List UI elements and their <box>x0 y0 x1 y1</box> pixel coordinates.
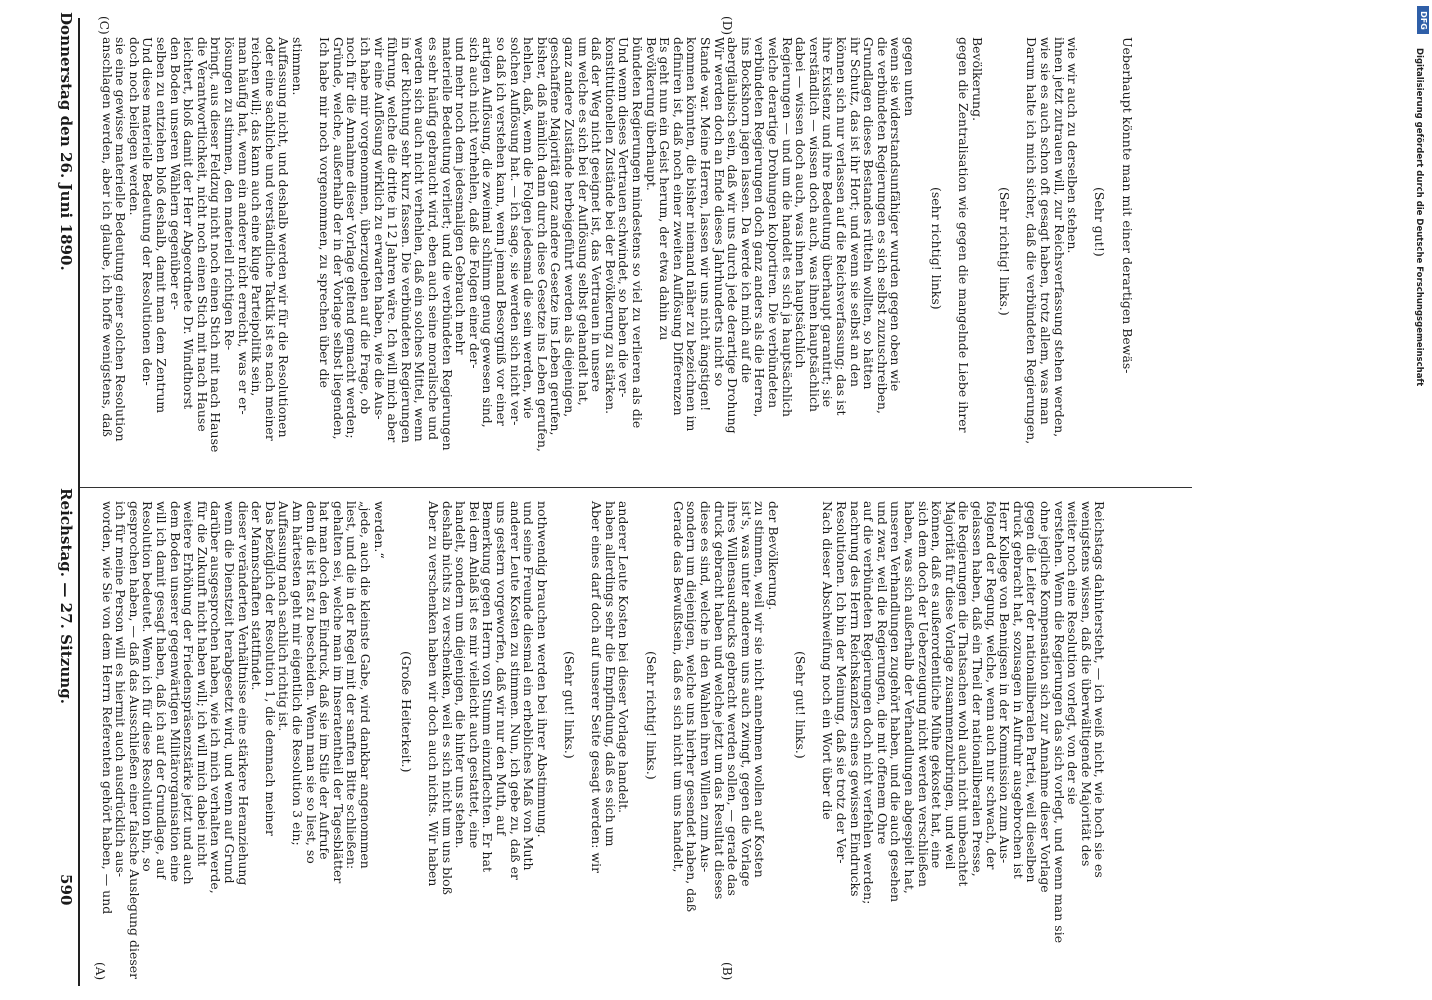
header-right-title: Donnerstag den 26. Juni 1890. <box>57 12 75 271</box>
text-line: ihres Willensausdrucks gebracht werden sollen, — gerade das <box>725 501 741 896</box>
text-line: sich dem doch der Ueberzeugung nicht werden verschließen <box>915 501 931 888</box>
text-line: (Große Heiterkeit.) <box>398 651 414 773</box>
text-line: ich für meine Person will es hiermit auch ausdrücklich aus- <box>113 501 129 878</box>
text-line: wenigstens wissen, daß die überwältigende Majorität des <box>1078 501 1094 867</box>
text-line: folgend der Regung, welche, wenn auch nur schwach, der <box>983 501 999 870</box>
text-line: verbündeten Regierungen doch ganz anders als die Herren, <box>752 37 768 418</box>
text-line: gegen die Leiter der nationalliberalen Partei, weil dieselben <box>1024 501 1040 883</box>
text-line: wir eine Auflösung wirklich zu erwarten haben, wie die Aus- <box>371 37 387 420</box>
text-line: dieser veränderten Verhältnisse eine stärkere Heranziehung <box>235 501 251 886</box>
text-line: deshalb nichts zu verschenken, weil es sich nicht um uns bloß <box>439 501 455 895</box>
text-line: können sich nur verlassen auf die Reichsverfassung; das ist <box>834 37 849 416</box>
text-line: Das bezüglich der Resolution 1, die demnach meiner <box>262 501 278 836</box>
text-line: oder eine sachliche und verständliche Taktik ist es nach meiner <box>262 37 278 441</box>
text-line: anderer Leute Kosten zu stimmen. Nun, ich gebe zu, daß er <box>507 501 523 880</box>
text-line: Bei dem Anlaß ist es mir vielleicht auch gestattet, eine <box>466 501 482 849</box>
text-line: anschlagen werden, aber ich glaube, ich hoffe wenigstens, daß <box>99 37 115 437</box>
text-line: Ueberhaupt könnte man mit einer derartigen Bewäs- <box>1119 37 1135 374</box>
page-number: 590 <box>57 874 75 906</box>
text-line: gegen unten <box>902 37 917 117</box>
text-line: haben, was sich außerhalb der Verhandlungen abgespielt hat, <box>902 501 917 894</box>
text-line: (Sehr gut! links.) <box>793 651 809 759</box>
text-line: Am härtesten geht mir eigentlich die Resolution 3 ein; <box>290 501 305 846</box>
text-line: weiter noch eine Resolution vorlegt, von der sie <box>1065 501 1081 805</box>
text-line: ihre Existenz und ihre Bedeutung überhaupt garantirt; sie <box>820 37 836 408</box>
text-line: materielle Bedeutung verliert; und die verbündeten Regierungen <box>439 37 455 451</box>
text-line: und mehr noch dem jedesmaligen Gebrauch mehr <box>453 37 469 355</box>
text-line: nachrung des Herrn Reichskanzlers eines gewissen Eindrucks <box>847 501 863 897</box>
text-line: bisher, daß nämlich dann durch diese Gesetze ins Leben gerufen, <box>534 37 550 453</box>
text-line: selben zu entziehen bloß deshalb, damit man dem Zentrum <box>154 37 169 414</box>
text-line: gegen die Zentralisation wie gegen die mangelnde Liebe ihrer <box>956 37 972 433</box>
text-line: die verbündeten Regierungen es sich selbst zuzuschreiben, <box>874 37 890 414</box>
text-line: kommen könnten, die bisher niemand näher zu bezeichnen im <box>684 37 700 432</box>
text-line: ihr Schutz, das ist ihr Hort; und wenn sie selbst an den <box>847 37 863 387</box>
text-line: ist's, was unter anderem uns auch zwingt, gegen die Vorlage <box>738 501 754 887</box>
text-line: Wir werden doch an Ende dieses Jahrhunderts nicht so <box>711 37 727 387</box>
text-line: hat man doch den Eindruck, daß sie im Stile der Aufrufe <box>317 501 333 860</box>
text-line: dem Boden unserer gegenwärtigen Militärorganisation eine <box>167 501 183 883</box>
text-line: liest, und die in der Regel mit der sanften Bitte schließen: <box>344 501 360 870</box>
text-line: solchen Auflösung hat. — ich sage, sie werden sich nicht ver- <box>507 37 523 426</box>
dfg-logo: DFG <box>1417 6 1429 34</box>
text-line: auf die verbündeten Regierungen doch nicht verfehlen werden; <box>861 501 877 905</box>
text-line: ohne jegliche Kompensation sich zur Annahme dieser Vorlage <box>1038 501 1053 893</box>
text-line: Reichstags dahintersteht, — ich weiß nicht, wie hoch sie es <box>1092 501 1108 878</box>
text-line: sie eine gewisse materielle Bedeutung einer solchen Resolution <box>113 37 129 442</box>
text-line: in der Richtung sehr kurz fassen. Die verbündeten Regierungen <box>398 37 414 444</box>
text-line: abergläubisch sein, daß wir uns durch jede derartige Drohung <box>725 37 741 434</box>
text-line: Und wenn dieses Vertrauen schwindet, so haben die ver- <box>616 37 632 398</box>
text-line: Bemerkung gegen Herrn von Stumm einzuflechten. Er hat <box>480 501 496 873</box>
text-line: noch für die Annahme dieser Vorlage geltend gemacht werden; <box>344 37 360 439</box>
text-line: uns gestern vorgeworfen, daß wir nur den Muth, auf <box>494 501 509 836</box>
text-line: weitere Erhöhung der Friedenspräsenzstärke jetzt und auch <box>181 501 197 885</box>
text-line: artigen Auflösung, die zweimal schlimm genug gewesen sind, <box>480 37 496 428</box>
text-line: (sehr richtig! links) <box>929 187 945 310</box>
text-line: Aber eines darf doch auf unserer Seite gesagt werden: wir <box>589 501 605 874</box>
text-line: Es geht nun ein Geist herum, der etwa dahin zu <box>657 37 673 341</box>
text-line: leichtert, bloß damit der Herr Abgeordnete Dr. Windthorst <box>181 37 197 410</box>
marker-a: (A) <box>93 962 107 981</box>
text-line: denn die ist fast zu bescheiden. Wenn man sie so liest, so <box>303 501 319 864</box>
text-line: man häufig hat, wenn ein anderer nicht erreicht, was er er- <box>235 37 251 415</box>
text-line: führung, welche die dritte in 12 Jahren wäre. Ich will mich aber <box>385 37 401 443</box>
text-line: den Boden unseren Wählern gegenüber er- <box>167 37 183 310</box>
text-line: Darum halte ich mich sicher, daß die verbündeten Regierungen, <box>1024 37 1040 445</box>
text-line: Nach dieser Abschweifung noch ein Wort über die <box>820 501 836 820</box>
text-line: hehlen, daß, wenn die Folgen jedesmal die sein werden, wie <box>521 37 537 419</box>
text-line: welche derartige Drohungen kolportiren. Die verbündeten <box>766 37 781 409</box>
marker-b: (B) <box>720 962 734 981</box>
text-line: haben allerdings sehr die Empfindung, daß es sich um <box>602 501 618 847</box>
text-line: gehalten sei, welche man im Inseratentheil der Tagesblätter <box>330 501 346 884</box>
text-line: diese es sind, welche in den Wahlen ihren Willen zum Aus- <box>698 501 713 873</box>
text-line: Gründe, welche, außerhalb der in der Vorlage selbst liegenden, <box>330 37 346 440</box>
text-line: definiren ist, daß noch einer zweiten Auflösung Differenzen <box>670 37 686 416</box>
header-rule <box>78 18 80 986</box>
text-line: Stande war. Meine Herren, lassen wir uns nicht ängstigen! <box>698 37 713 412</box>
text-line: Gerade das Bewußtsein, daß es sich nicht um uns handelt, <box>670 501 686 873</box>
text-line: will ich damit gesagt haben, daß ich auf der Grundlage, auf <box>154 501 169 880</box>
marker-d: (D) <box>720 16 734 36</box>
text-line: reichen will; das kann auch eine kluge Parteipolitik sein, <box>249 37 265 397</box>
text-line: ins Bockshorn jagen lassen. Da werde ich mich auf die <box>738 37 754 384</box>
text-line: anderer Leute Kosten bei dieser Vorlage handelt. <box>616 501 632 814</box>
text-line: sich auch nicht verhehlen, daß die Folgen einer der- <box>466 37 482 369</box>
text-line: Resolutionen. Ich bin der Meinung, daß sie trotz der Ver- <box>834 501 849 864</box>
text-line: worden, wie Sie von dem Herrn Referenten gehört haben, — und <box>99 501 115 915</box>
text-line: verstehen. Wenn die Regierungen das sich vorlegt, und wenn man sie <box>1051 501 1067 944</box>
text-line: ihnen jetzt zutrauen will, zur Reichsverfassung stehen werden, <box>1051 37 1067 438</box>
text-line: Regierungen — und um die handelt es sich ja hauptsächlich <box>779 37 795 418</box>
text-line: doch noch beilegen werden. <box>126 37 142 216</box>
text-line: druck gebracht haben und welche jetzt um das Resultat dieses <box>711 501 727 900</box>
text-line: geschaffene Majorität ganz andere Gesetze ins Leben gerufen, <box>548 37 564 436</box>
text-line: wie wir auch zu derselben stehen. <box>1065 37 1081 254</box>
text-line: (Sehr gut!) <box>1092 187 1108 257</box>
text-line: die Regierungen die Thatsachen wohl auch nicht unbeachtet <box>956 501 972 887</box>
text-line: und seine Freunde diesmal ein erhebliches Maß von Muth <box>521 501 537 871</box>
text-line: ganz andere Zustände herbeigeführt werden als diejenigen, <box>562 37 577 418</box>
text-line: Ich habe mir noch vorgenommen, zu sprechen über die <box>317 37 333 389</box>
text-line: daß der Weg nicht geeignet ist, das Vertrauen in unsere <box>589 37 605 393</box>
text-line: zu stimmen, weil wir sie nicht annehmen wollen auf Kosten <box>752 501 768 878</box>
column-divider-line <box>80 487 1192 488</box>
text-line: stimmen. <box>290 37 305 96</box>
text-line: handelt, sondern um diejenigen, die hinter uns stehen. <box>453 501 469 849</box>
text-line: Resolution bedeutet. Wenn ich für diese Resolution bin, so <box>140 501 156 872</box>
text-line: konstitutionellen Zustände bei der Bevölkerung zu stärken. <box>602 37 618 415</box>
text-line: bündeten Regierungen mindestens so viel zu verlieren als die <box>630 37 645 429</box>
text-line: Auffassung nach sachlich richtig ist. <box>276 501 292 732</box>
text-line: für die Zukunft nicht haben will; ich will mich dabei nicht <box>194 501 210 867</box>
text-line: wenn sie widerstandsunfähiger wurden gegen oben wie <box>888 37 904 392</box>
text-line: gesprochen haben, — daß das Ausschließen einer falsche Auslegung dieser <box>126 501 142 980</box>
text-line: wie sie es auch schon oft gesagt haben, trotz allem, was man <box>1038 37 1053 425</box>
text-line: bringt, aus dieser Feldzug nicht noch einen Stich mit nach Hause <box>208 37 224 453</box>
text-line: können, daß es außerordentliche Mühe gekostet hat, eine <box>929 501 945 869</box>
text-line: werden sich auch nicht verhehlen, daß ein solches Mittel, wenn <box>412 37 428 442</box>
text-line: sondern um diejenigen, welche uns hierher gesendet haben, daß <box>684 501 700 913</box>
text-line: der Bevölkerung. <box>766 501 781 611</box>
marker-c: (C) <box>97 16 111 35</box>
text-line: Auffassung nicht, und deshalb werden wir für die Resolutionen <box>276 37 292 438</box>
text-line: wenn die Dienstzeit herabgesetzt wird, und wenn auf Grund <box>222 501 237 884</box>
text-line: dabei — wissen doch auch, was ihnen hauptsächlich <box>793 37 809 369</box>
text-line: ich habe mir vorgenommen, überzugehen auf die Frage, ob <box>358 37 373 415</box>
text-line: verständlich — wissen doch auch, was ihnen hauptsächlich <box>806 37 822 412</box>
text-line: werden.“ <box>371 501 387 559</box>
text-line: Und diese materielle Bedeutung der Resolutionen den- <box>140 37 156 386</box>
text-line: Grundlagen dieses Bestandes rütteln wollten, so hätten <box>861 37 877 390</box>
column-divider <box>96 492 97 493</box>
text-line: Herr Kollege von Bennigsen in der Kommission zum Aus- <box>997 501 1013 864</box>
text-line: unseren Verhandlungen zugehört haben, und die auch gesehen <box>888 501 904 903</box>
text-line: gelassen haben, daß ein Theil der nationalliberalen Presse, <box>970 501 985 877</box>
text-line: Aber zu verschenken haben wir doch auch nichts. Wir haben <box>426 501 441 887</box>
text-line: druck gebracht hat, sozusagen in Aufruhr ausgebrochen ist <box>1010 501 1026 879</box>
text-line: lösungen zu stimmen, den materiell richtigen Re- <box>222 37 237 351</box>
text-line: darüber ausgesprochen haben, wie ich mich verhalten werde, <box>208 501 224 894</box>
text-line: und zwar, weil die Regierungen, die mit offenem Ohre <box>874 501 890 845</box>
text-line: (Sehr richtig! links.) <box>997 187 1013 316</box>
text-line: es sehr häufig gebraucht wird, eben auch seine moralische und <box>426 37 441 441</box>
text-line: so daß ich verstehen kann, wenn jemand Besorgniß vor einer <box>494 37 509 427</box>
text-line: der Mannschaften stattfindet. <box>249 501 265 691</box>
text-line: um welche es sich bei der Auflösung selbst gehandelt hat, <box>575 37 591 406</box>
text-line: Bevölkerung überhaupt. <box>643 37 659 191</box>
text-line: die Verantwortlichkeit, nicht noch einen Stich mit nach Hause <box>194 37 210 432</box>
digitization-note: Digitalisierung gefördert durch die Deutsche Forschungsgemeinschaft <box>1414 48 1424 387</box>
text-line: Bevölkerung. <box>970 37 985 122</box>
text-line: nothwendig brauchen werden bei ihrer Abstimmung. <box>534 501 550 838</box>
text-line: Majorität für diese Vorlage zusammenzubringen, und weil <box>942 501 958 870</box>
text-line: „jede, auch die kleinste Gabe, wird dankbar angenommen <box>358 501 373 869</box>
text-line: (Sehr gut! links.) <box>562 651 577 759</box>
text-line: (Sehr richtig! links.) <box>643 651 659 780</box>
header-left-title: Reichstag. — 27. Sitzung. <box>57 488 75 705</box>
